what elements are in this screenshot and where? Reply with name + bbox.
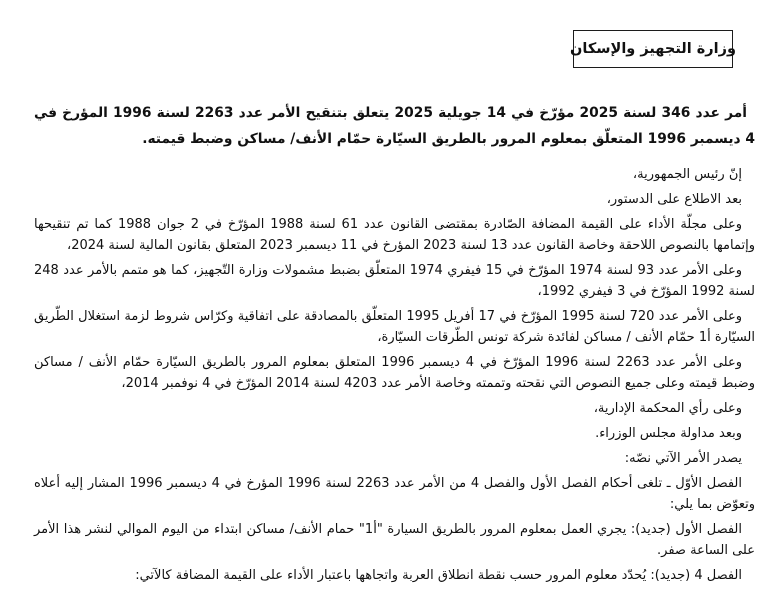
cabinet-deliberation-line: وبعد مداولة مجلس الوزراء. [595, 426, 742, 441]
decree-title: أمر عدد 346 لسنة 2025 مؤرّخ في 14 جويلية 2025 يتعلق بتنقيح الأمر عدد 2263 لسنة 1996 المؤرخ في 4 ديسمبر 1996 المتعلّق بمعلوم المرور بالطريق السيّارة حمّام الأنف/ مساكن وضبط قيمته. [34, 105, 755, 147]
enactment-clause-line: يصدر الأمر الآتي نصّه: [624, 451, 742, 466]
ministry-header-box [570, 30, 736, 68]
ministry-name: وزارة التجهيز والإسكان [570, 41, 736, 57]
decree-2263-1996-reference: وعلى الأمر عدد 2263 لسنة 1996 المؤرّخ في 4 ديسمبر 1996 المتعلق بمعلوم المرور بالطريق السيّارة حمّام الأنف / مساكن وضبط قيمته وعلى جميع النصوص التي نقحته وتممته وخاصة الأمر عدد 4203 لسنة 2014 المؤرّخ في 4 نوفمبر 2014، [34, 355, 755, 391]
preamble-constitution-line: بعد الاطلاع على الدستور، [606, 192, 742, 207]
article-1-new-paragraph: الفصل الأول (جديد): يجري العمل بمعلوم المرور بالطريق السيارة "أ1" حمام الأنف/ مساكن ابتداء من اليوم الموالي لنشر هذا الأمر على الساعة صفر. [34, 522, 755, 558]
decree-93-1974-reference: وعلى الأمر عدد 93 لسنة 1974 المؤرّخ في 15 فيفري 1974 المتعلّق بضبط مشمولات وزارة التّجهيز، كما هو متمم بالأمر عدد 248 لسنة 1992 المؤرّخ في 3 فيفري 1992، [34, 263, 755, 299]
decree-body [34, 100, 755, 590]
administrative-court-opinion-line: وعلى رأي المحكمة الإدارية، [593, 401, 742, 416]
vat-code-reference: وعلى مجلّة الأداء على القيمة المضافة الصّادرة بمقتضى القانون عدد 61 لسنة 1988 المؤرّخ في 2 جوان 1988 كما تم تنقيحها وإتمامها بالنصوص اللاحقة وخاصة القانون عدد 13 لسنة 2023 المؤرخ في 11 ديسمبر 2023 المتعلق بقانون المالية لسنة 2024، [34, 217, 755, 253]
article-4-new-paragraph: الفصل 4 (جديد): يُحدّد معلوم المرور حسب نقطة انطلاق العربة واتجاهها باعتبار الأداء على القيمة المضافة كالآتي: [135, 568, 742, 583]
preamble-president-line: إنّ رئيس الجمهورية، [632, 167, 742, 182]
decree-720-1995-reference: وعلى الأمر عدد 720 لسنة 1995 المؤرّخ في 17 أفريل 1995 المتعلّق بالمصادقة على اتفاقية وكرّاس شروط لزمة استغلال الطّريق السيّارة أ1 حمّام الأنف / مساكن لفائدة شركة تونس الطّرقات السيّارة، [34, 309, 755, 345]
article-1-repeal-paragraph: الفصل الأوّل ـ تلغى أحكام الفصل الأول والفصل 4 من الأمر عدد 2263 لسنة 1996 المؤرخ في 4 ديسمبر 1996 المشار إليه أعلاه وتعوّض بما يلي: [34, 476, 755, 512]
